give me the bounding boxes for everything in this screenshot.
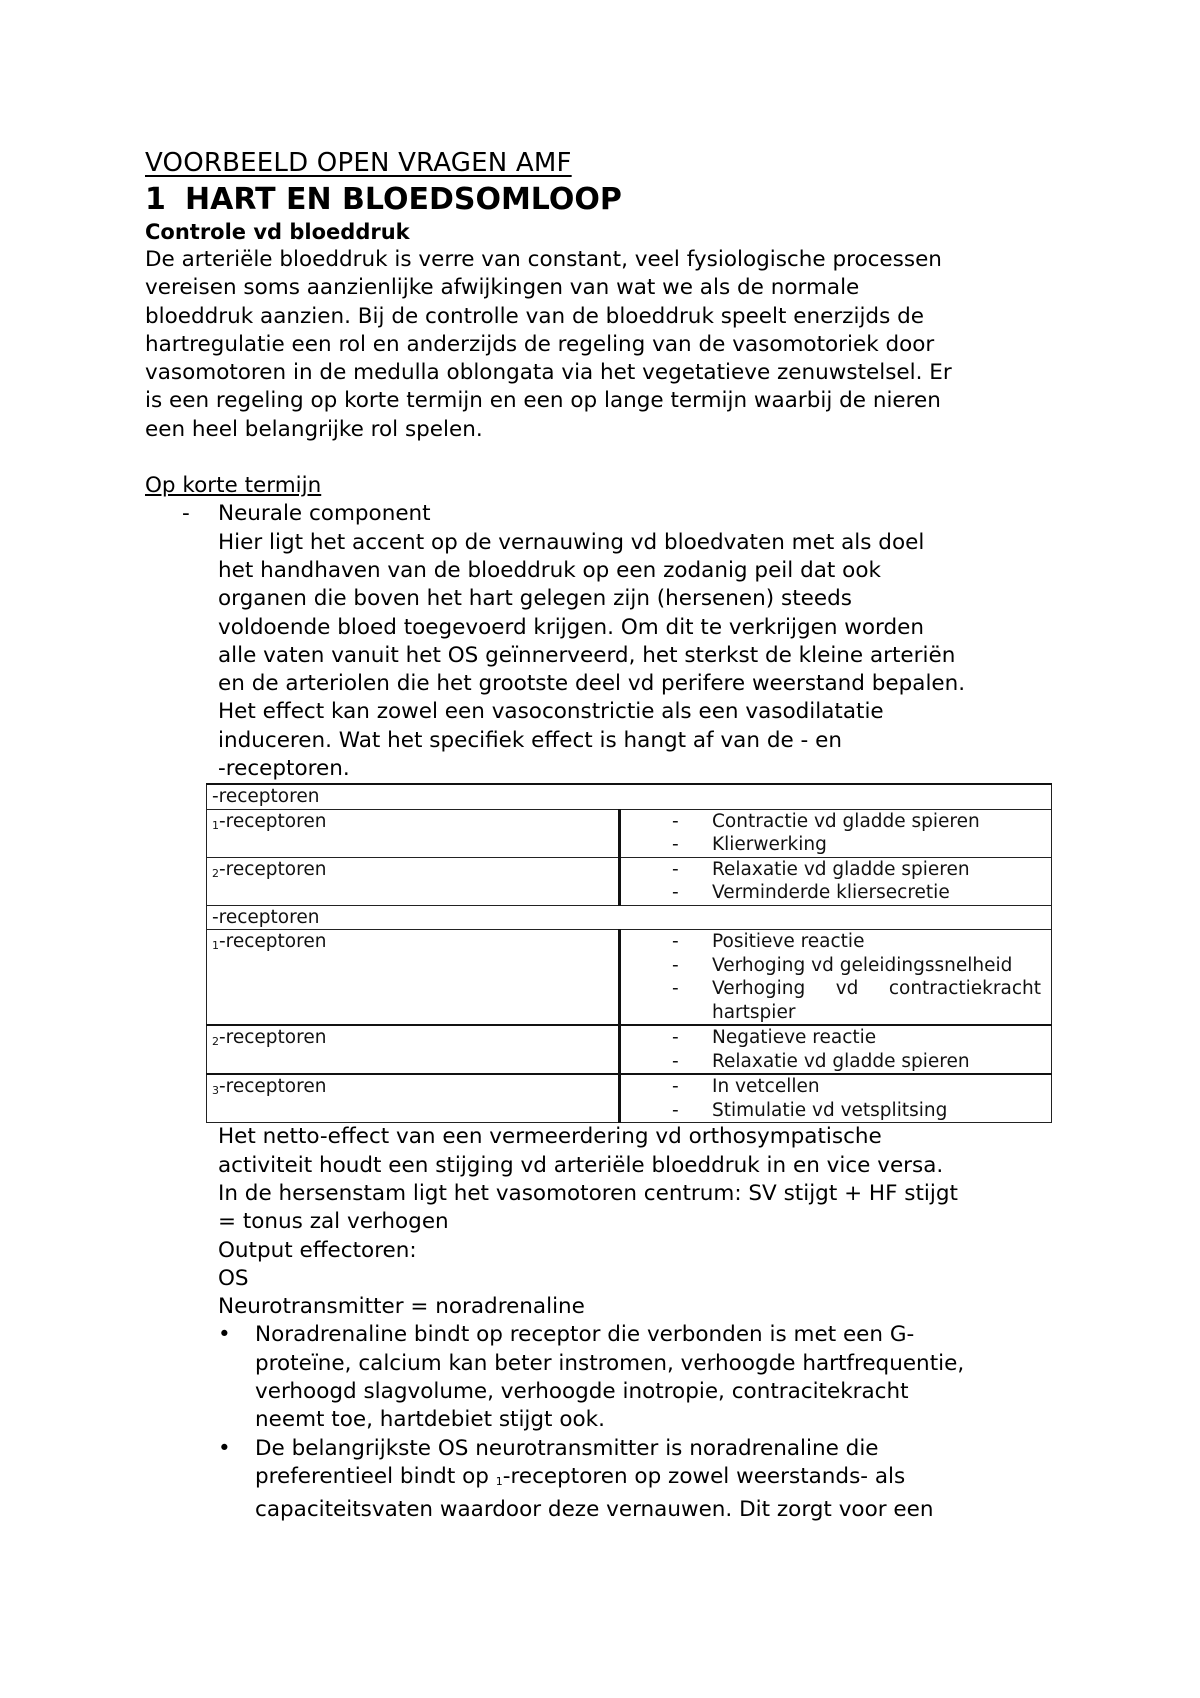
effects-cell — [620, 857, 1052, 905]
receptor-cell: $_1$-receptoren — [207, 930, 620, 1026]
chapter-number: 1 — [145, 182, 166, 217]
effects-cell — [620, 809, 1052, 857]
chapter-title: HART EN BLOEDSOMLOOP — [185, 182, 622, 217]
text-line: vereisen soms aanzienlijke afwijkingen van wat we als de normale — [145, 275, 860, 301]
text-line: organen die boven het hart gelegen zijn (hersenen) steeds — [218, 586, 852, 612]
text-line: hartregulatie een rol en anderzijds de regeling van de vasomotoriek door — [145, 331, 935, 357]
table-row — [207, 1074, 1052, 1123]
text-line: een heel belangrijke rol spelen. — [145, 416, 483, 442]
table-row — [207, 1025, 1052, 1074]
neural-label: Neurale component — [218, 501, 431, 527]
text-line: vasomotoren in de medulla oblongata via het vegetatieve zenuwstelsel. Er — [145, 360, 952, 386]
document-title: VOORBEELD OPEN VRAGEN AMF — [145, 148, 572, 178]
text-line: De belangrijkste OS neurotransmitter is noradrenaline die — [255, 1435, 879, 1461]
effect-item: - Verhoging vd contractiekracht hartspier — [672, 978, 1041, 1023]
os-label: OS — [218, 1265, 249, 1291]
neural-paragraph — [145, 529, 1065, 784]
effect-item: - Relaxatie vd gladde spieren — [672, 858, 970, 880]
text-line: De arteriële bloeddruk is verre van constant, veel fysiologische processen — [145, 247, 942, 272]
effect-item: - Verminderde kliersecretie — [672, 882, 950, 904]
text-line: activiteit houdt een stijging vd arteriële bloeddruk in en vice versa. — [218, 1152, 944, 1178]
text-line: verhoogd slagvolume, verhoogde inotropie, contracitekracht — [255, 1379, 909, 1405]
text-line: Het netto-effect van een vermeerdering vd orthosympatische — [218, 1124, 882, 1150]
effects-cell — [620, 1025, 1052, 1074]
after-table-block — [145, 1123, 1065, 1321]
table-group-header — [207, 905, 1052, 930]
effect-item: - Stimulatie vd vetsplitsing — [672, 1099, 948, 1121]
table-row — [207, 809, 1052, 857]
text-line: induceren. Wat het specifiek effect is hangt af van de - en — [218, 727, 842, 753]
group-header-beta: -receptoren — [207, 905, 1052, 930]
effect-item: - Positieve reactie — [672, 931, 865, 953]
receptor-table — [206, 783, 1052, 1123]
text-line: voldoende bloed toegevoerd krijgen. Om dit te verkrijgen worden — [218, 614, 924, 640]
text-line: preferentieel bindt op $_1$-receptoren op zowel weerstands- als — [255, 1463, 906, 1489]
text-line: = tonus zal verhogen — [218, 1209, 449, 1235]
receptor-cell: $_2$-receptoren — [207, 1025, 620, 1074]
section-heading: Controle vd bloeddruk — [145, 220, 410, 244]
output-label: Output effectoren: — [218, 1237, 417, 1263]
text-line: is een regeling op korte termijn en een op lange termijn waarbij de nieren — [145, 388, 941, 414]
text-line: het handhaven van de bloeddruk op een zodanig peil dat ook — [218, 557, 881, 583]
text-line: neemt toe, hartdebiet stijgt ook. — [255, 1407, 605, 1433]
chapter-heading — [145, 182, 1065, 218]
receptor-cell: $_2$-receptoren — [207, 857, 620, 905]
group-header-alpha: -receptoren — [207, 784, 1052, 809]
table-group-header — [207, 784, 1052, 809]
effect-item: - Verhoging vd geleidingssnelheid — [672, 954, 1013, 976]
text-line: proteïne, calcium kan beter instromen, verhoogde hartfrequentie, — [255, 1350, 965, 1376]
effect-item: - Relaxatie vd gladde spieren — [672, 1050, 970, 1072]
table-row — [207, 857, 1052, 905]
text-line: Hier ligt het accent op de vernauwing vd bloedvaten met als doel — [218, 529, 925, 555]
effect-item: - Klierwerking — [672, 834, 827, 856]
bullet-item — [145, 1435, 1065, 1525]
effects-cell — [620, 1074, 1052, 1123]
text-line: alle vaten vanuit het OS geïnnerveerd, het sterkst de kleine arteriën — [218, 642, 956, 668]
intro-paragraph — [145, 246, 1065, 444]
table-row — [207, 930, 1052, 1026]
bullet-item — [145, 1321, 1065, 1434]
subsection-heading: Op korte termijn — [145, 473, 322, 499]
text-line: In de hersenstam ligt het vasomotoren centrum: SV stijgt + HF stijgt — [218, 1180, 958, 1206]
bullet-marker: • — [218, 1435, 231, 1461]
text-line: -receptoren. — [218, 756, 350, 782]
bullet-marker: • — [218, 1322, 231, 1348]
receptor-cell: $_3$-receptoren — [207, 1074, 620, 1123]
text-line: bloeddruk aanzien. Bij de controlle van de bloeddruk speelt enerzijds de — [145, 303, 924, 329]
spacer — [145, 444, 1065, 472]
effect-item: - Negatieve reactie — [672, 1027, 877, 1049]
effect-item: - In vetcellen — [672, 1076, 820, 1098]
text-line: Het effect kan zowel een vasoconstrictie als een vasodilatatie — [218, 699, 884, 725]
text-line: capaciteitsvaten waardoor deze vernauwen. Dit zorgt voor een — [255, 1497, 934, 1523]
effect-item: - Contractie vd gladde spieren — [672, 810, 980, 832]
receptor-cell: $_1$-receptoren — [207, 809, 620, 857]
effects-cell — [620, 930, 1052, 1026]
text-line: en de arteriolen die het grootste deel vd perifere weerstand bepalen. — [218, 671, 966, 697]
document-page — [145, 146, 1065, 1525]
text-line: Noradrenaline bindt op receptor die verbonden is met een G- — [255, 1322, 915, 1348]
dash-marker: - — [182, 501, 190, 527]
list-item-neural — [145, 500, 1065, 528]
neurotransmitter-line: Neurotransmitter = noradrenaline — [218, 1294, 585, 1320]
